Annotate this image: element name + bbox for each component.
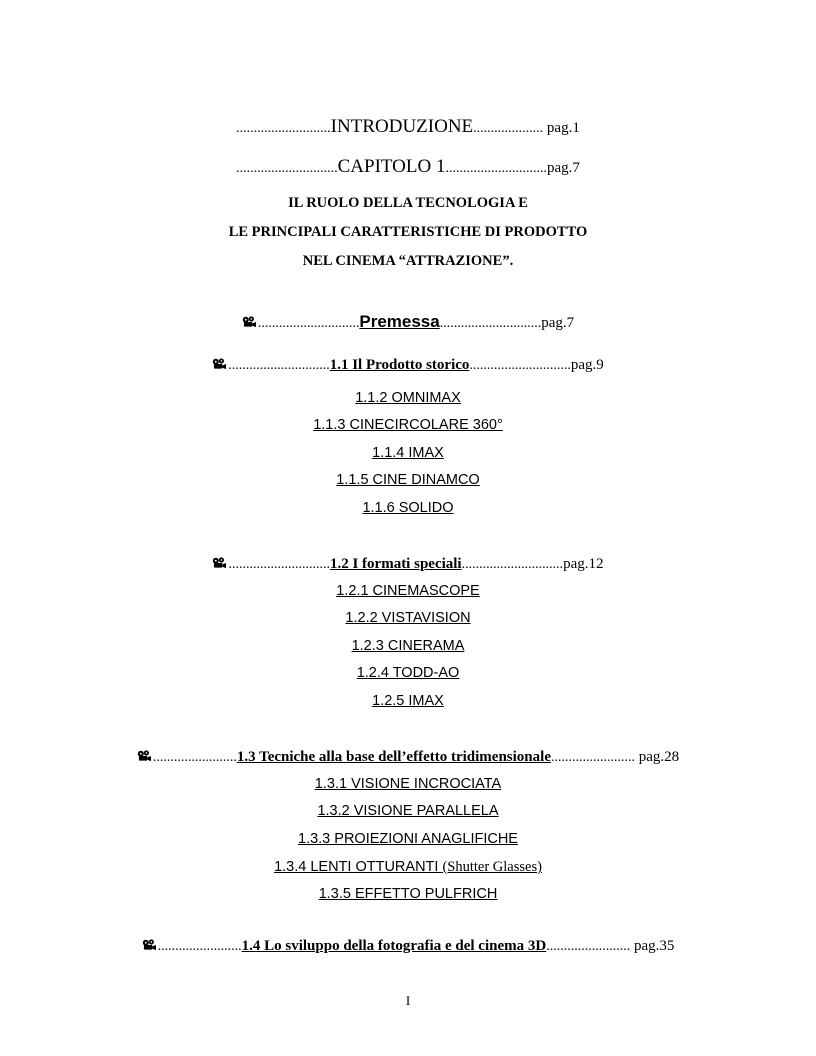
toc-entry-1-3: [0, 749, 816, 765]
projector-icon: [142, 939, 157, 952]
toc-subitem-1-1-6[interactable]: 1.1.6 SOLIDO: [362, 500, 454, 516]
leader-dots: .............................: [228, 557, 330, 572]
toc-entry-premessa: [0, 313, 816, 331]
leader-dots: ....................: [473, 121, 544, 136]
toc-subitem-1-2-4[interactable]: 1.2.4 TODD-AO: [356, 665, 460, 681]
leader-dots: .............................: [445, 161, 547, 176]
leader-dots: ........................: [157, 939, 242, 954]
entry-title[interactable]: 1.3 Tecniche alla base dell’effetto tridimensionale: [236, 749, 551, 765]
leader-dots: ........................: [546, 939, 631, 954]
toc-entry-intro: [0, 117, 816, 136]
leader-dots: .............................: [461, 557, 564, 572]
toc-subitem-1-3-1[interactable]: 1.3.1 VISIONE INCROCIATA: [314, 776, 502, 792]
toc-subitem-1-3-5[interactable]: 1.3.5 EFFETTO PULFRICH: [318, 886, 498, 902]
page-ref: pag.28: [634, 749, 680, 765]
toc-subitem-1-3-3[interactable]: 1.3.3 PROIEZIONI ANAGLIFICHE: [298, 831, 518, 847]
leader-dots: ...........................: [236, 121, 331, 136]
leader-dots: .............................: [439, 316, 542, 331]
toc-entry-1-1: [0, 357, 816, 373]
chapter-heading-line-3: NEL CINEMA “ATTRAZIONE”.: [302, 253, 514, 269]
page-ref: pag.12: [563, 556, 604, 572]
toc-subitem-1-2-3[interactable]: 1.2.3 CINERAMA: [351, 638, 465, 654]
toc-subitem-1-1-5[interactable]: 1.1.5 CINE DINAMCO: [336, 472, 480, 488]
page-ref: pag.7: [546, 160, 580, 176]
toc-subitem-1-1-3[interactable]: 1.1.3 CINECIRCOLARE 360°: [313, 417, 503, 433]
entry-title[interactable]: 1.4 Lo sviluppo della fotografia e del cinema 3D: [241, 938, 547, 954]
toc-subitem-1-2-2[interactable]: 1.2.2 VISTAVISION: [345, 610, 471, 626]
toc-subitem-1-1-2[interactable]: 1.1.2 OMNIMAX: [355, 390, 461, 406]
entry-title[interactable]: Premessa: [359, 312, 440, 331]
entry-title: INTRODUZIONE: [330, 116, 474, 137]
projector-icon: [212, 358, 227, 371]
subitem-label: 1.3.4 LENTI OTTURANTI: [274, 859, 443, 875]
leader-dots: .............................: [236, 161, 338, 176]
toc-subitem-1-2-1[interactable]: 1.2.1 CINEMASCOPE: [336, 583, 480, 599]
projector-icon: [212, 557, 227, 570]
page-ref: pag.9: [570, 357, 604, 373]
toc-entry-1-2: [0, 556, 816, 572]
leader-dots: .............................: [228, 358, 330, 373]
toc-subitem-1-2-5[interactable]: 1.2.5 IMAX: [372, 693, 444, 709]
toc-subitem-1-3-4[interactable]: [0, 859, 816, 875]
entry-title: CAPITOLO 1: [337, 156, 446, 177]
leader-dots: ........................: [550, 750, 635, 765]
projector-icon: [242, 316, 257, 329]
toc-entry-1-4: [0, 938, 816, 954]
toc-subitem-1-1-4[interactable]: 1.1.4 IMAX: [372, 445, 444, 461]
toc-subitem-1-3-2[interactable]: 1.3.2 VISIONE PARALLELA: [317, 803, 499, 819]
subitem-note: (Shutter Glasses): [442, 859, 542, 875]
leader-dots: .............................: [257, 316, 360, 331]
chapter-heading-line-2: LE PRINCIPALI CARATTERISTICHE DI PRODOTTO: [228, 224, 588, 240]
chapter-heading-line-1: IL RUOLO DELLA TECNOLOGIA E: [288, 195, 528, 211]
page-ref: pag.7: [541, 315, 575, 331]
entry-title[interactable]: 1.2 I formati speciali: [329, 556, 462, 572]
entry-title[interactable]: 1.1 Il Prodotto storico: [329, 357, 470, 373]
page-ref: pag.1: [543, 120, 580, 136]
projector-icon: [137, 750, 152, 763]
leader-dots: .............................: [469, 358, 571, 373]
page-number: I: [405, 993, 411, 1008]
leader-dots: ........................: [152, 750, 237, 765]
page-ref: pag.35: [630, 938, 675, 954]
toc-entry-chapter-1: [0, 157, 816, 176]
